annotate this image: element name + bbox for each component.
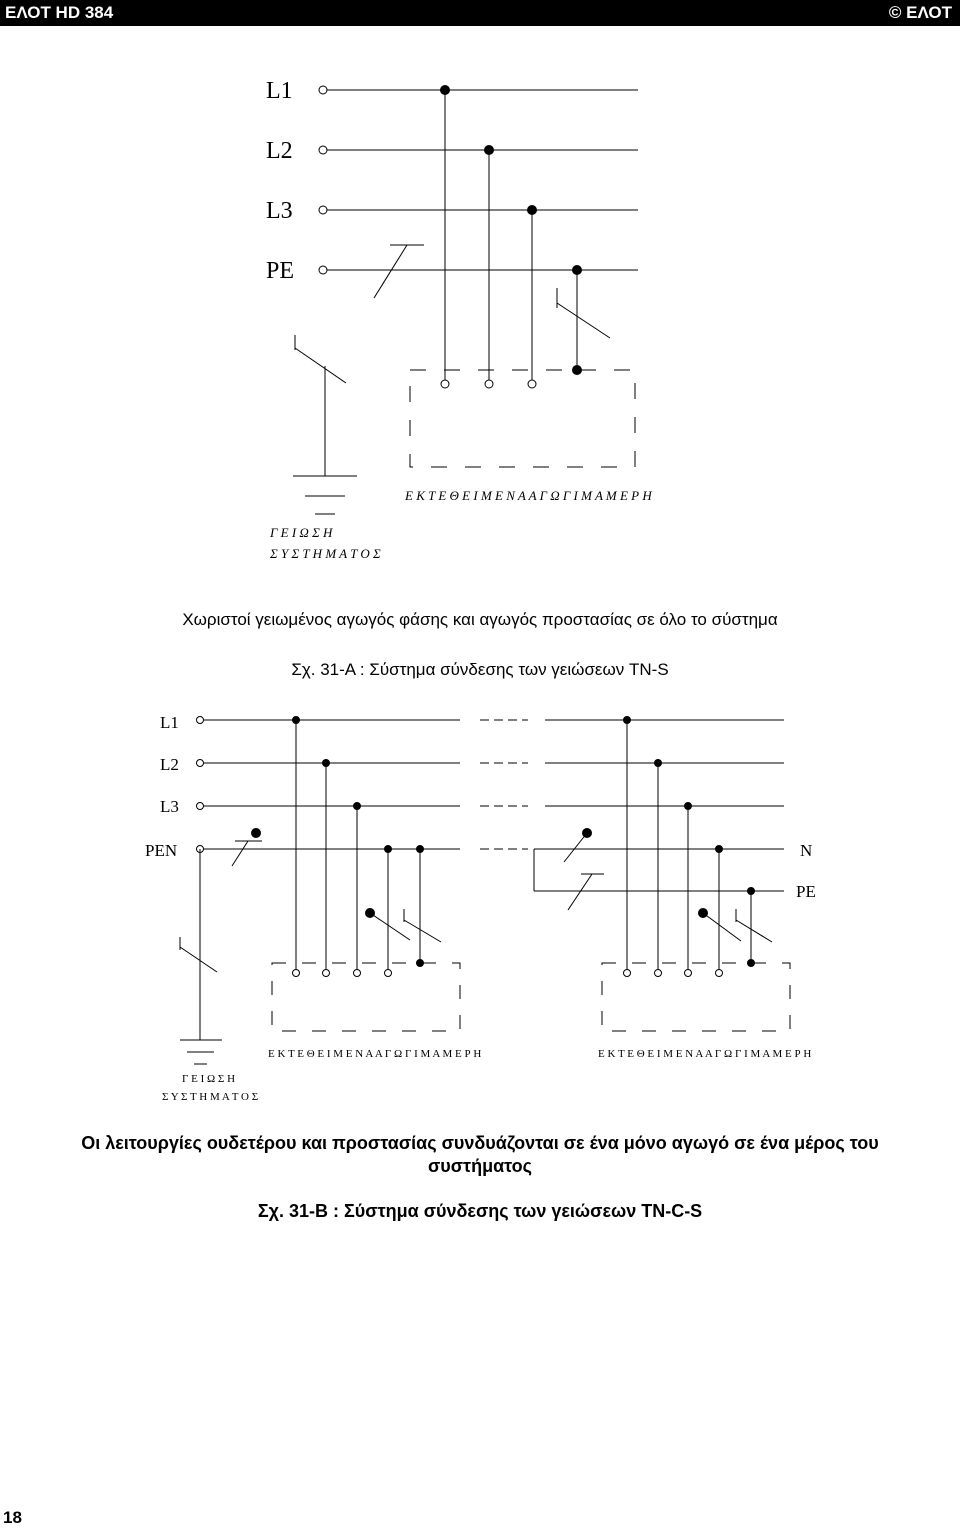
exposed-parts-box-b-left (272, 963, 460, 1031)
conductor-label-l1: L1 (266, 78, 293, 104)
conductor-label-l3-b: L3 (160, 797, 179, 816)
equipment-drops (374, 86, 610, 389)
diagram-a-description: Χωριστοί γειωμένος αγωγός φάσης και αγωγός προστασίας σε όλο το σύστημα (182, 610, 778, 629)
conductor-label-pe-b: PE (796, 882, 816, 901)
conductor-lines (319, 86, 638, 274)
conductor-label-l2-b: L2 (160, 755, 179, 774)
diagram-a-caption: Σχ. 31-A : Σύστημα σύνδεσης των γειώσεων TN-S (291, 660, 669, 679)
conductor-label-l3: L3 (266, 198, 293, 224)
conductor-label-pen: PEN (145, 841, 178, 860)
conductor-label-pe: PE (266, 258, 295, 284)
diagram-b-description-line1: Οι λειτουργίες ουδετέρου και προστασίας συνδυάζονται σε ένα μόνο αγωγό σε ένα μέρος του (81, 1133, 879, 1153)
earth-label-a-2: Σ Υ Σ Τ Η Μ Α Τ Ο Σ (270, 546, 381, 561)
system-earth-b (180, 849, 222, 1064)
conductor-label-l2: L2 (266, 138, 293, 164)
earth-label-a-1: Γ Ε Ι Ω Σ Η (270, 525, 333, 540)
exposed-parts-label-a: Ε Κ Τ Ε Θ Ε Ι Μ Ε Ν Α Α Γ Ω Γ Ι Μ Α Μ Ε Ρ Η (405, 488, 652, 503)
copyright-label: © ΕΛΟΤ (888, 3, 952, 22)
exposed-parts-label-b-right: Ε Κ Τ Ε Θ Ε Ι Μ Ε Ν Α Α Γ Ω Γ Ι Μ Α Μ Ε Ρ Η (598, 1048, 812, 1060)
page-number: 18 (3, 1508, 22, 1527)
equipment-drops-b-left (232, 717, 441, 977)
earth-label-b-1: Γ Ε Ι Ω Σ Η (182, 1073, 236, 1085)
equipment-drops-b-right (564, 717, 772, 977)
exposed-parts-label-b-left: Ε Κ Τ Ε Θ Ε Ι Μ Ε Ν Α Α Γ Ω Γ Ι Μ Α Μ Ε Ρ Η (268, 1048, 482, 1060)
conductor-label-l1-b: L1 (160, 713, 179, 732)
earth-label-b-2: Σ Υ Σ Τ Η Μ Α Τ Ο Σ (162, 1091, 259, 1103)
diagram-b (145, 713, 816, 1103)
diagram-b-caption: Σχ. 31-B : Σύστημα σύνδεσης των γειώσεων TN-C-S (257, 1201, 703, 1221)
system-earth-a (293, 335, 357, 514)
diagram-a (266, 78, 652, 561)
conductor-lines-b (197, 717, 785, 892)
standard-title: ΕΛΟΤ HD 384 (5, 3, 114, 22)
conductor-label-n: N (800, 841, 813, 860)
diagram-b-description-line2: συστήματος (427, 1156, 533, 1176)
